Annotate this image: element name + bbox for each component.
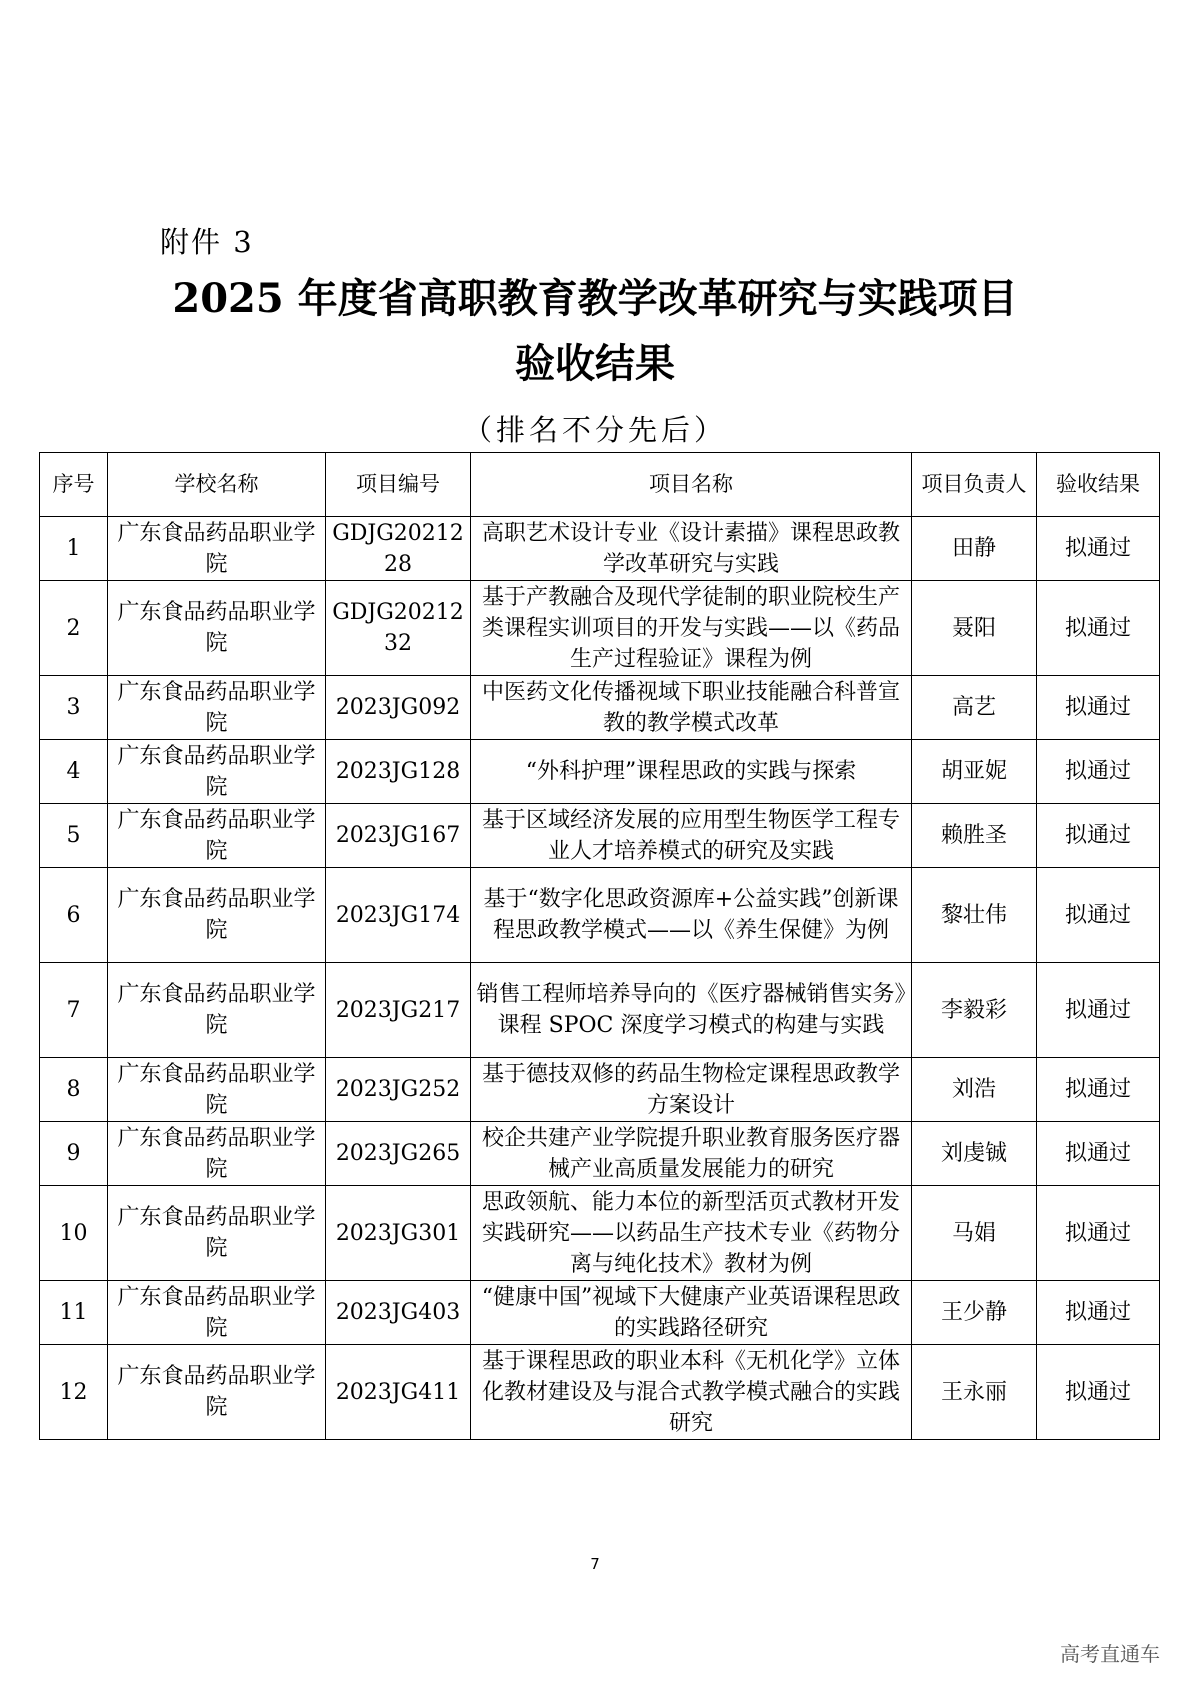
cell-seq: 7 <box>40 963 108 1058</box>
cell-project-name: 高职艺术设计专业《设计素描》课程思政教学改革研究与实践 <box>471 517 912 581</box>
table-row <box>40 517 1160 581</box>
cell-school: 广东食品药品职业学院 <box>108 1058 326 1122</box>
table-row <box>40 1186 1160 1281</box>
cell-school: 广东食品药品职业学院 <box>108 1281 326 1345</box>
header-leader: 项目负责人 <box>912 453 1037 517</box>
cell-seq: 1 <box>40 517 108 581</box>
cell-result: 拟通过 <box>1037 804 1160 868</box>
cell-seq: 6 <box>40 868 108 963</box>
cell-leader: 马娟 <box>912 1186 1037 1281</box>
cell-school: 广东食品药品职业学院 <box>108 963 326 1058</box>
cell-seq: 10 <box>40 1186 108 1281</box>
table-row <box>40 581 1160 676</box>
table-row <box>40 804 1160 868</box>
table-row <box>40 676 1160 740</box>
cell-code: 2023JG265 <box>326 1122 471 1186</box>
cell-school: 广东食品药品职业学院 <box>108 1345 326 1440</box>
table-row <box>40 740 1160 804</box>
cell-leader: 聂阳 <box>912 581 1037 676</box>
cell-leader: 刘浩 <box>912 1058 1037 1122</box>
table-row <box>40 1281 1160 1345</box>
cell-code: 2023JG174 <box>326 868 471 963</box>
cell-project-name: 基于产教融合及现代学徒制的职业院校生产类课程实训项目的开发与实践——以《药品生产过程验证》课程为例 <box>471 581 912 676</box>
header-result: 验收结果 <box>1037 453 1160 517</box>
cell-code: 2023JG092 <box>326 676 471 740</box>
cell-school: 广东食品药品职业学院 <box>108 676 326 740</box>
cell-result: 拟通过 <box>1037 1345 1160 1440</box>
cell-school: 广东食品药品职业学院 <box>108 740 326 804</box>
cell-seq: 9 <box>40 1122 108 1186</box>
cell-project-name: 校企共建产业学院提升职业教育服务医疗器械产业高质量发展能力的研究 <box>471 1122 912 1186</box>
cell-school: 广东食品药品职业学院 <box>108 517 326 581</box>
cell-result: 拟通过 <box>1037 1281 1160 1345</box>
cell-project-name: 基于区域经济发展的应用型生物医学工程专业人才培养模式的研究及实践 <box>471 804 912 868</box>
cell-leader: 王少静 <box>912 1281 1037 1345</box>
document-title: 2025 年度省高职教育教学改革研究与实践项目 <box>172 275 1018 322</box>
cell-code: 2023JG128 <box>326 740 471 804</box>
cell-seq: 5 <box>40 804 108 868</box>
cell-project-name: 销售工程师培养导向的《医疗器械销售实务》课程 SPOC 深度学习模式的构建与实践 <box>471 963 912 1058</box>
cell-school: 广东食品药品职业学院 <box>108 804 326 868</box>
cell-code: 2023JG217 <box>326 963 471 1058</box>
cell-project-name: 基于课程思政的职业本科《无机化学》立体化教材建设及与混合式教学模式融合的实践研究 <box>471 1345 912 1440</box>
cell-project-name: 基于“数字化思政资源库+公益实践”创新课程思政教学模式——以《养生保健》为例 <box>471 868 912 963</box>
document-subtitle: （排名不分先后） <box>462 413 727 447</box>
table-header-row <box>40 453 1160 517</box>
table-row <box>40 868 1160 963</box>
cell-leader: 李毅彩 <box>912 963 1037 1058</box>
cell-school: 广东食品药品职业学院 <box>108 581 326 676</box>
header-seq: 序号 <box>40 453 108 517</box>
attachment-label: 附件 3 <box>160 225 254 259</box>
cell-leader: 田静 <box>912 517 1037 581</box>
cell-leader: 王永丽 <box>912 1345 1037 1440</box>
cell-code: GDJG2021228 <box>326 517 471 581</box>
watermark-text: 高考直通车 <box>1060 1642 1160 1666</box>
cell-code: 2023JG411 <box>326 1345 471 1440</box>
cell-seq: 3 <box>40 676 108 740</box>
cell-result: 拟通过 <box>1037 517 1160 581</box>
cell-result: 拟通过 <box>1037 963 1160 1058</box>
cell-code: GDJG2021232 <box>326 581 471 676</box>
cell-project-name: “外科护理”课程思政的实践与探索 <box>471 740 912 804</box>
cell-result: 拟通过 <box>1037 581 1160 676</box>
cell-code: 2023JG252 <box>326 1058 471 1122</box>
cell-project-name: “健康中国”视域下大健康产业英语课程思政的实践路径研究 <box>471 1281 912 1345</box>
cell-result: 拟通过 <box>1037 868 1160 963</box>
cell-seq: 8 <box>40 1058 108 1122</box>
cell-result: 拟通过 <box>1037 676 1160 740</box>
cell-school: 广东食品药品职业学院 <box>108 1186 326 1281</box>
cell-seq: 12 <box>40 1345 108 1440</box>
table-row <box>40 1058 1160 1122</box>
header-code: 项目编号 <box>326 453 471 517</box>
header-project-name: 项目名称 <box>471 453 912 517</box>
cell-result: 拟通过 <box>1037 1122 1160 1186</box>
cell-seq: 11 <box>40 1281 108 1345</box>
table-row <box>40 1122 1160 1186</box>
cell-school: 广东食品药品职业学院 <box>108 1122 326 1186</box>
page-number: 7 <box>590 1555 600 1573</box>
table-row <box>40 1345 1160 1440</box>
cell-result: 拟通过 <box>1037 1058 1160 1122</box>
cell-result: 拟通过 <box>1037 740 1160 804</box>
cell-result: 拟通过 <box>1037 1186 1160 1281</box>
cell-school: 广东食品药品职业学院 <box>108 868 326 963</box>
cell-leader: 黎壮伟 <box>912 868 1037 963</box>
cell-seq: 4 <box>40 740 108 804</box>
cell-leader: 赖胜圣 <box>912 804 1037 868</box>
cell-project-name: 基于德技双修的药品生物检定课程思政教学方案设计 <box>471 1058 912 1122</box>
cell-leader: 高艺 <box>912 676 1037 740</box>
cell-leader: 刘虔铖 <box>912 1122 1037 1186</box>
cell-code: 2023JG301 <box>326 1186 471 1281</box>
cell-code: 2023JG403 <box>326 1281 471 1345</box>
document-title-line2: 验收结果 <box>515 340 675 387</box>
cell-leader: 胡亚妮 <box>912 740 1037 804</box>
cell-code: 2023JG167 <box>326 804 471 868</box>
table-row <box>40 963 1160 1058</box>
cell-project-name: 中医药文化传播视域下职业技能融合科普宣教的教学模式改革 <box>471 676 912 740</box>
header-school: 学校名称 <box>108 453 326 517</box>
cell-seq: 2 <box>40 581 108 676</box>
cell-project-name: 思政领航、能力本位的新型活页式教材开发实践研究——以药品生产技术专业《药物分离与纯化技术》教材为例 <box>471 1186 912 1281</box>
results-table <box>39 452 1160 1440</box>
